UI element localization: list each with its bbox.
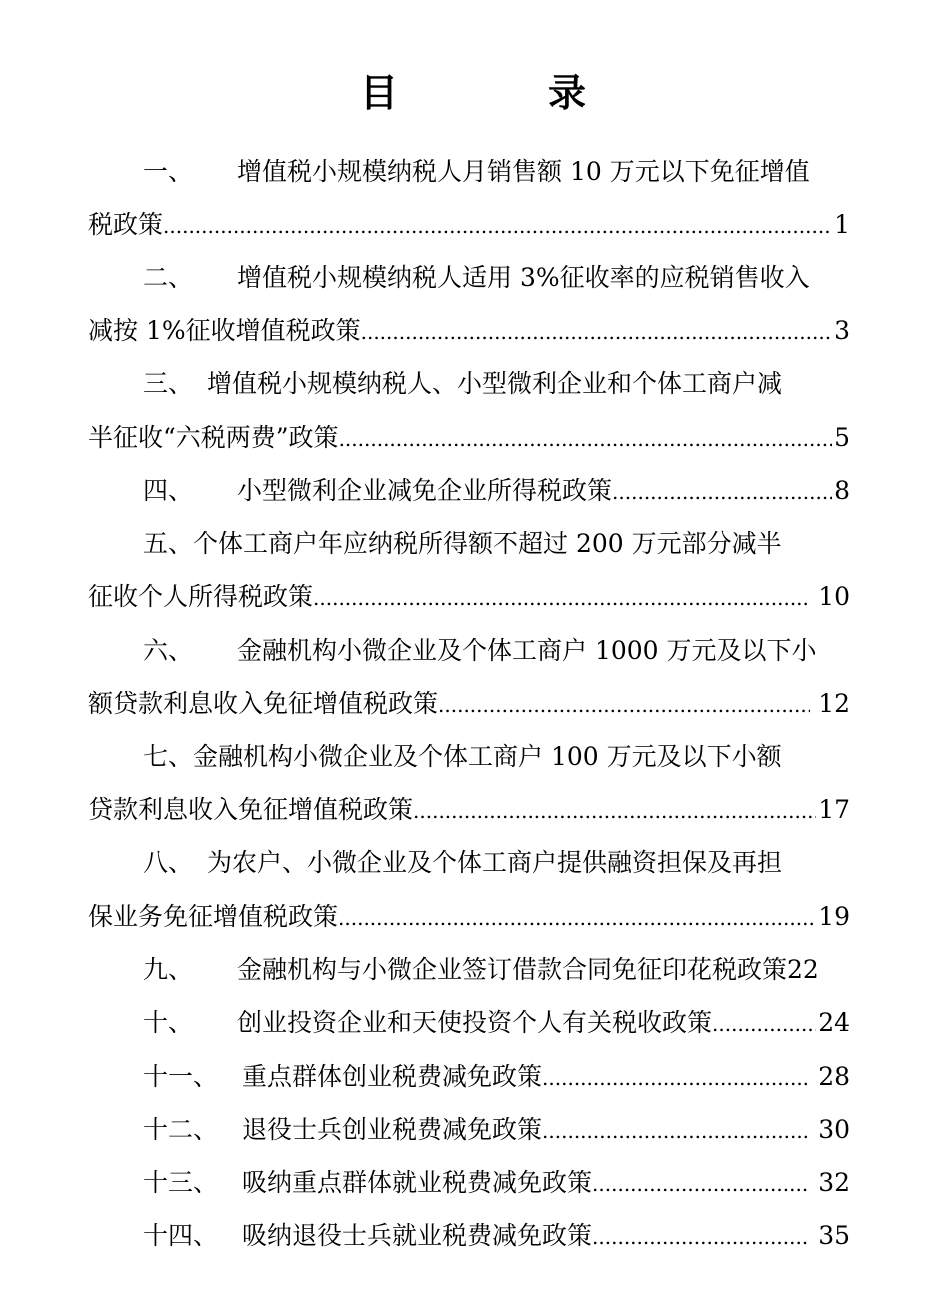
toc-entry-number: 九、: [143, 955, 194, 984]
toc-page-number: 30: [818, 1115, 850, 1144]
toc-page-number: 8: [834, 476, 850, 505]
toc-entry-10[interactable]: [143, 1003, 850, 1043]
toc-entry-number: 五、: [143, 529, 194, 558]
toc-entry-title: 增值税小规模纳税人适用 3%征收率的应税销售收入: [237, 263, 810, 292]
toc-entry-number: 四、: [143, 476, 194, 505]
toc-page-number: 17: [818, 795, 850, 824]
toc-entry-title-cont: 征收个人所得税政策: [88, 582, 314, 611]
toc-leader-dots: [612, 472, 832, 512]
toc-entry-5-line2[interactable]: [88, 577, 850, 617]
toc-entry-number: 八、: [143, 848, 194, 877]
page-title: 目 录: [359, 71, 642, 115]
toc-entry-2-line1[interactable]: [143, 258, 850, 298]
toc-entry-title: 增值税小规模纳税人、小型微利企业和个体工商户减: [207, 369, 783, 398]
toc-page-number: 1: [834, 210, 850, 239]
toc-entry-6-line2[interactable]: [88, 684, 850, 724]
toc-page-number: 12: [818, 689, 850, 718]
toc-entry-6-line1[interactable]: [143, 631, 850, 671]
toc-entry-7-line1[interactable]: [143, 737, 850, 777]
toc-entry-number: 一、: [143, 157, 194, 186]
toc-leader-dots: [413, 791, 816, 831]
toc-entry-11[interactable]: [143, 1057, 850, 1097]
toc-entry-9[interactable]: [143, 950, 861, 990]
toc-page-number: 22: [787, 955, 819, 984]
toc-entry-title: 吸纳退役士兵就业税费减免政策: [242, 1221, 593, 1250]
toc-leader-dots: [592, 1217, 810, 1257]
toc-leader-dots: [542, 1058, 810, 1098]
toc-entry-5-line1[interactable]: [143, 524, 850, 564]
toc-entry-title-cont: 保业务免征增值税政策: [88, 902, 339, 931]
toc-page-number: 35: [818, 1221, 850, 1250]
toc-entry-title: 个体工商户年应纳税所得额不超过 200 万元部分减半: [193, 529, 782, 558]
toc-entry-title: 为农户、小微企业及个体工商户提供融资担保及再担: [207, 848, 783, 877]
toc-entry-title-cont: 减按 1%征收增值税政策: [88, 316, 361, 345]
toc-entry-number: 三、: [143, 369, 194, 398]
toc-entry-number: 十二、: [143, 1115, 219, 1144]
toc-entry-number: 十一、: [143, 1062, 219, 1091]
toc-entry-number: 十四、: [143, 1221, 219, 1250]
toc-entry-number: 七、: [143, 742, 194, 771]
toc-entry-8-line1[interactable]: [143, 843, 850, 883]
toc-page-number: 19: [818, 902, 850, 931]
toc-leader-dots: [712, 1004, 816, 1044]
toc-entry-title: 重点群体创业税费减免政策: [242, 1062, 543, 1091]
toc-entry-1-line2[interactable]: [88, 205, 850, 245]
toc-entry-title: 吸纳重点群体就业税费减免政策: [242, 1168, 593, 1197]
toc-entry-title-cont: 税政策: [88, 210, 164, 239]
toc-entry-7-line2[interactable]: [88, 790, 850, 830]
toc-entry-3-line2[interactable]: [88, 418, 850, 458]
toc-page-number: 10: [818, 582, 850, 611]
toc-entry-8-line2[interactable]: [88, 897, 850, 937]
toc-entry-1-line1[interactable]: [143, 152, 850, 192]
toc-entry-title-cont: 额贷款利息收入免征增值税政策: [88, 689, 439, 718]
toc-entry-title: 金融机构小微企业及个体工商户 1000 万元及以下小: [237, 636, 817, 665]
toc-entry-4[interactable]: [143, 471, 850, 511]
toc-leader-dots: [339, 419, 833, 459]
toc-entry-14[interactable]: [143, 1216, 850, 1256]
toc-entry-title: 创业投资企业和天使投资个人有关税收政策: [237, 1008, 713, 1037]
toc-entry-title: 金融机构与小微企业签订借款合同免征印花税政策: [237, 955, 788, 984]
toc-leader-dots: [361, 312, 832, 352]
toc-entry-3-line1[interactable]: [143, 364, 850, 404]
toc-entry-number: 二、: [143, 263, 194, 292]
toc-page-number: 5: [834, 423, 850, 452]
toc-entry-title-cont: 半征收“六税两费”政策: [88, 423, 339, 452]
toc-entry-title: 增值税小规模纳税人月销售额 10 万元以下免征增值: [237, 157, 810, 186]
toc-entry-12[interactable]: [143, 1110, 850, 1150]
toc-page-number: 32: [818, 1168, 850, 1197]
toc-leader-dots: [338, 898, 816, 938]
toc-entry-title: 金融机构小微企业及个体工商户 100 万元及以下小额: [193, 742, 782, 771]
toc-page-number: 24: [818, 1008, 850, 1037]
toc-entry-title-cont: 贷款利息收入免征增值税政策: [88, 795, 414, 824]
toc-page-number: 3: [834, 316, 850, 345]
toc-leader-dots: [542, 1111, 810, 1151]
toc-entry-number: 十三、: [143, 1168, 219, 1197]
toc-leader-dots: [163, 206, 832, 246]
toc-entry-number: 六、: [143, 636, 194, 665]
toc-leader-dots: [313, 578, 810, 618]
toc-leader-dots: [438, 685, 810, 725]
toc-page-number: 28: [818, 1062, 850, 1091]
toc-entry-number: 十、: [143, 1008, 194, 1037]
toc-entry-2-line2[interactable]: [88, 311, 850, 351]
toc-entry-title: 小型微利企业减免企业所得税政策: [237, 476, 613, 505]
toc-entry-title: 退役士兵创业税费减免政策: [242, 1115, 543, 1144]
toc-leader-dots: [592, 1164, 810, 1204]
toc-entry-13[interactable]: [143, 1163, 850, 1203]
